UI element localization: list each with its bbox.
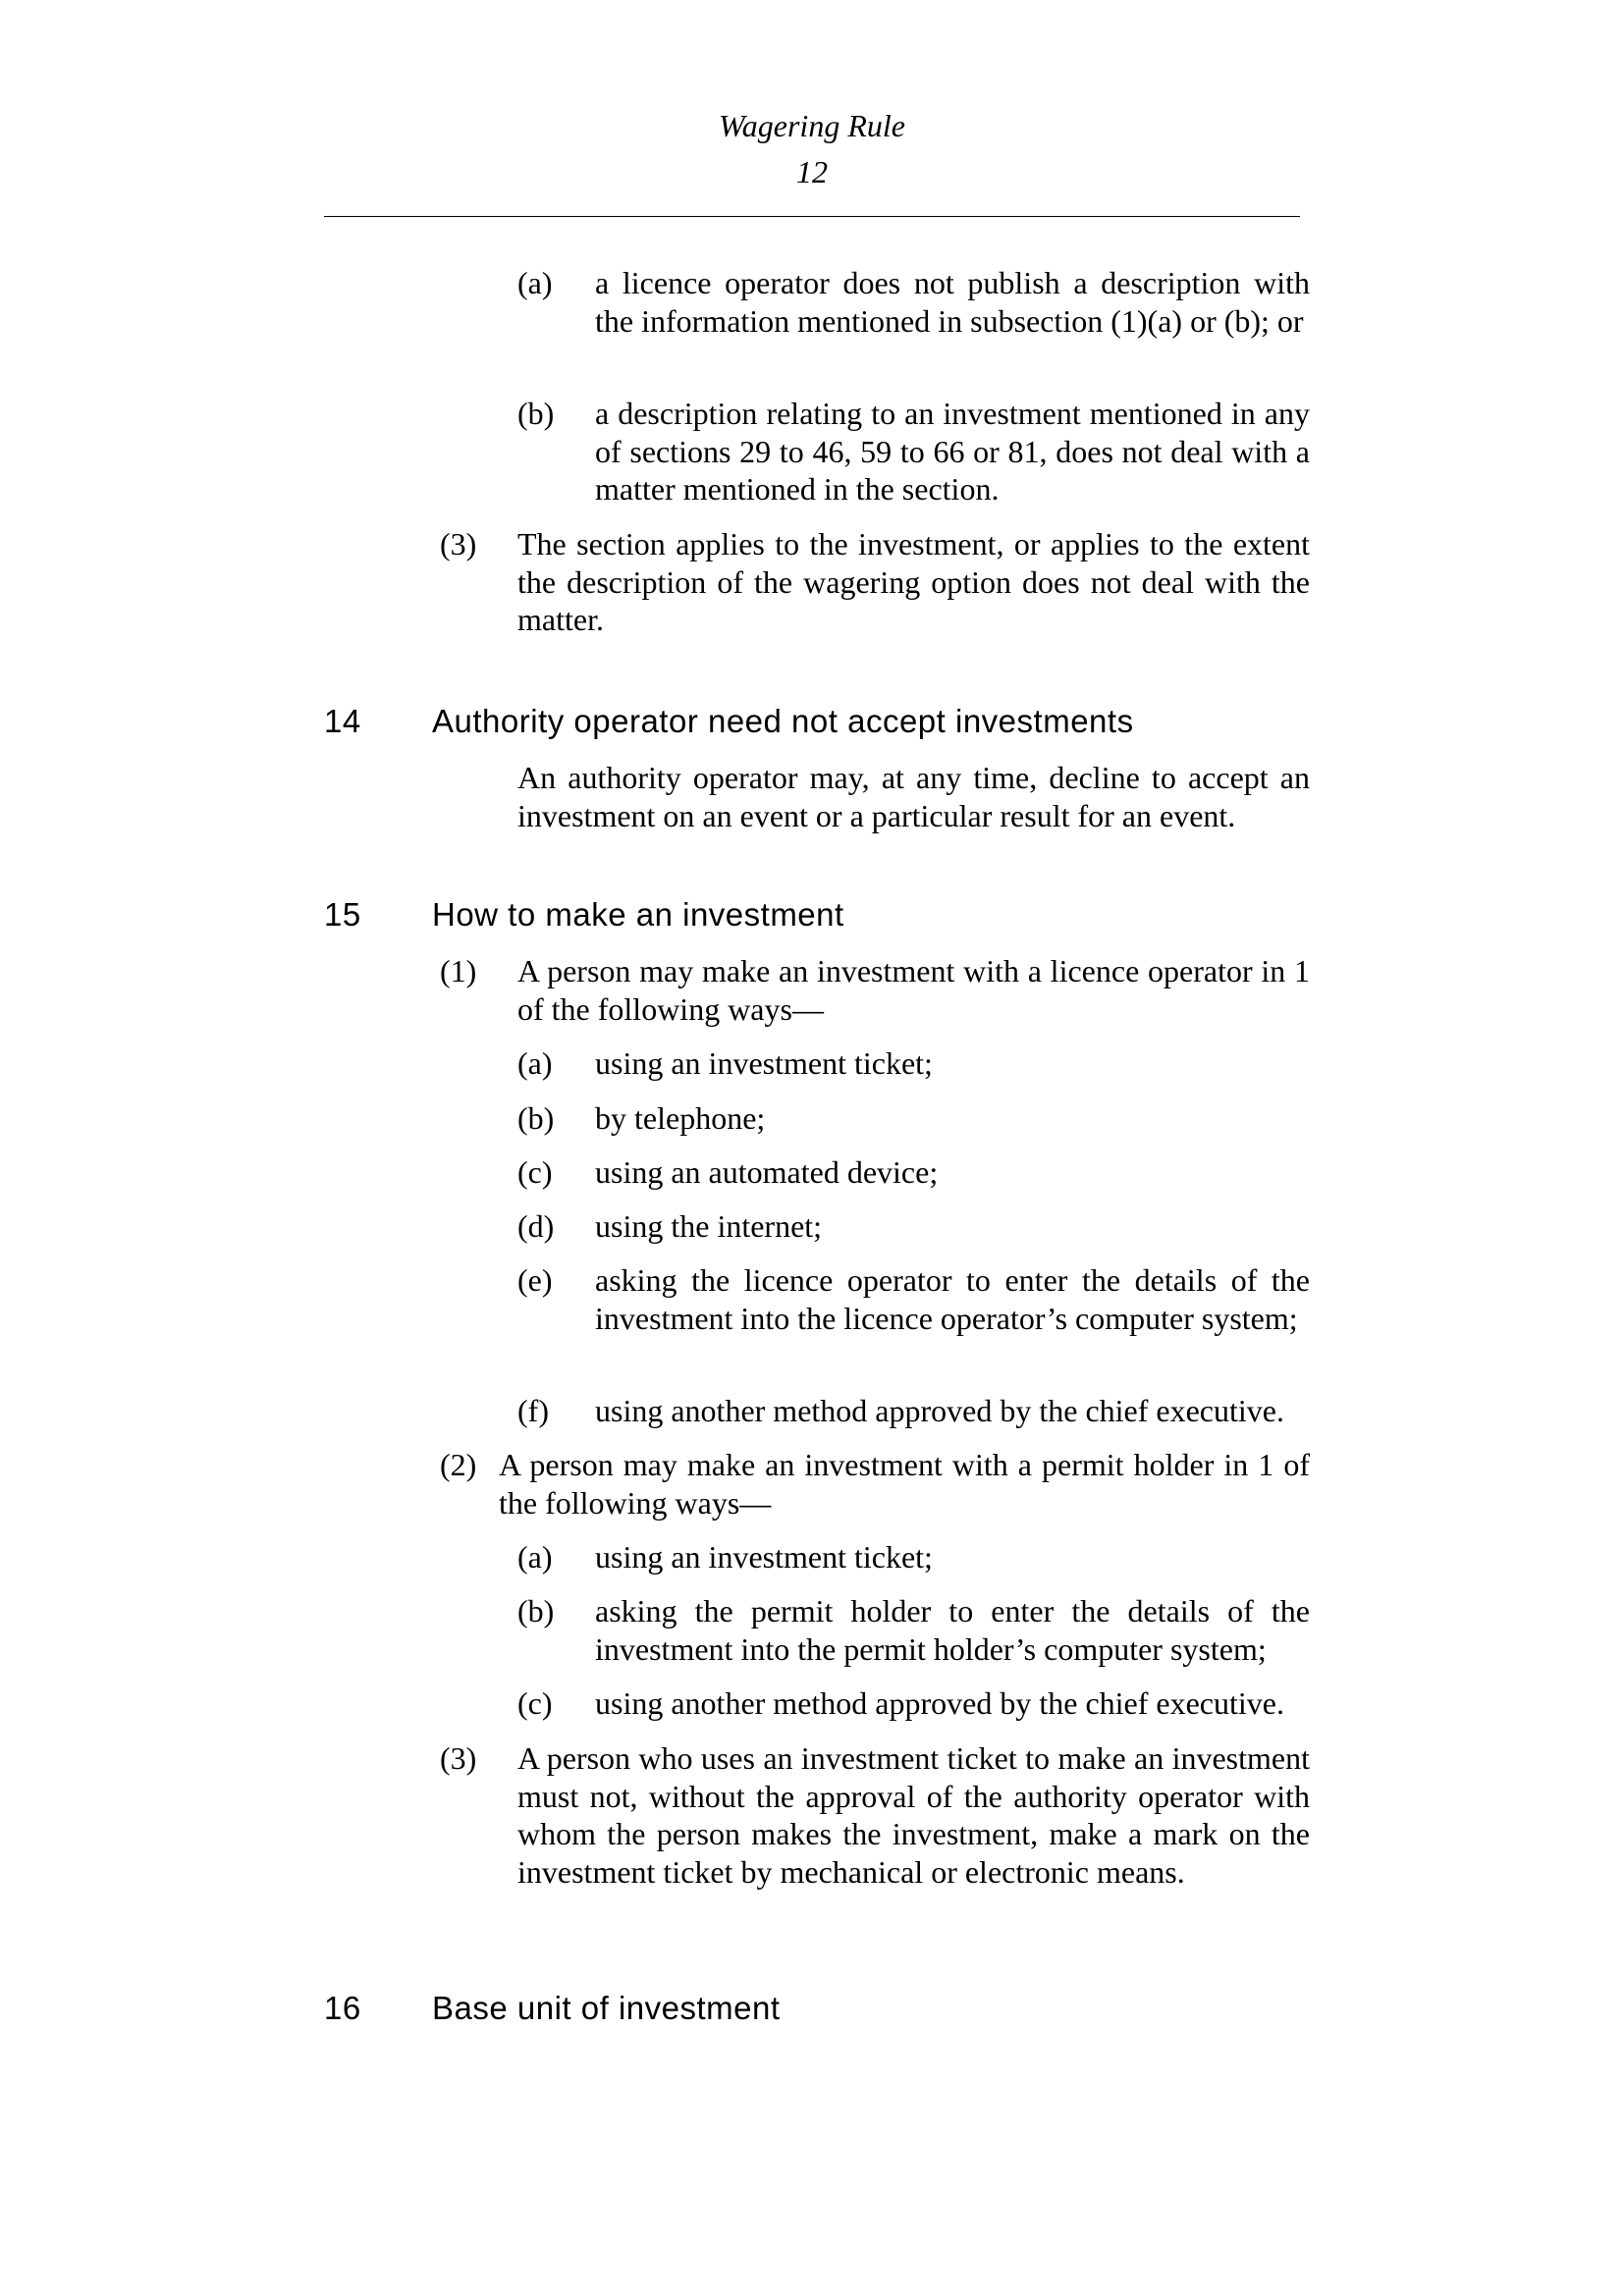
subsection-label: (2): [440, 1447, 477, 1482]
section-number: 16: [324, 1990, 361, 2026]
paragraph-label: (c): [517, 1154, 553, 1190]
paragraph-text: asking the licence operator to enter the details of the investment into the licence operator’s computer system;: [595, 1262, 1310, 1336]
page-number: 12: [796, 154, 828, 189]
subsection-text: A person who uses an investment ticket to make an investment must not, without the approval of the authority operator with whom the person makes the investment, make a mark on the investment ticket by mechanical or electronic means.: [517, 1740, 1310, 1890]
paragraph-label: (b): [517, 1100, 555, 1136]
section-heading: Authority operator need not accept investments: [432, 703, 1134, 739]
subsection-text: A person may make an investment with a permit holder in 1 of the following ways—: [499, 1447, 1310, 1521]
paragraph-label: (a): [517, 1539, 553, 1575]
header-rule: [324, 216, 1300, 217]
paragraph-label: (f): [517, 1393, 549, 1428]
paragraph-text: using another method approved by the chief executive.: [595, 1685, 1284, 1721]
paragraph-text: using an investment ticket;: [595, 1045, 933, 1081]
paragraph-text: using an automated device;: [595, 1154, 939, 1190]
paragraph-label: (a): [517, 1045, 553, 1081]
paragraph-label: (c): [517, 1685, 553, 1721]
subsection-label: (3): [440, 1740, 477, 1776]
paragraph-text: using another method approved by the chief executive.: [595, 1393, 1284, 1428]
paragraph-text: a licence operator does not publish a description with the information mentioned in subsection (1)(a) or (b); or: [595, 265, 1310, 339]
paragraph-label: (a): [517, 265, 553, 300]
section-number: 15: [324, 896, 361, 933]
subsection-text: A person may make an investment with a licence operator in 1 of the following ways—: [517, 953, 1310, 1027]
paragraph-text: asking the permit holder to enter the details of the investment into the permit holder’s computer system;: [595, 1593, 1310, 1667]
subsection-label: (1): [440, 953, 477, 988]
paragraph-text: using an investment ticket;: [595, 1539, 933, 1575]
section-text: An authority operator may, at any time, decline to accept an investment on an event or a particular result for an event.: [517, 760, 1310, 833]
section-heading: How to make an investment: [432, 896, 844, 933]
paragraph-text: using the internet;: [595, 1208, 823, 1244]
section-heading: Base unit of investment: [432, 1990, 781, 2026]
paragraph-label: (b): [517, 396, 555, 431]
paragraph-label: (d): [517, 1208, 555, 1244]
paragraph-text: a description relating to an investment mentioned in any of sections 29 to 46, 59 to 66 or 81, does not deal with a matter mentioned in the section.: [595, 396, 1310, 507]
section-number: 14: [324, 703, 361, 739]
paragraph-label: (b): [517, 1593, 555, 1629]
subsection-text: The section applies to the investment, or applies to the extent the description of the wagering option does not deal with the matter.: [517, 526, 1310, 637]
subsection-label: (3): [440, 526, 477, 561]
running-title: Wagering Rule: [719, 108, 905, 143]
paragraph-label: (e): [517, 1262, 553, 1298]
paragraph-text: by telephone;: [595, 1100, 766, 1136]
